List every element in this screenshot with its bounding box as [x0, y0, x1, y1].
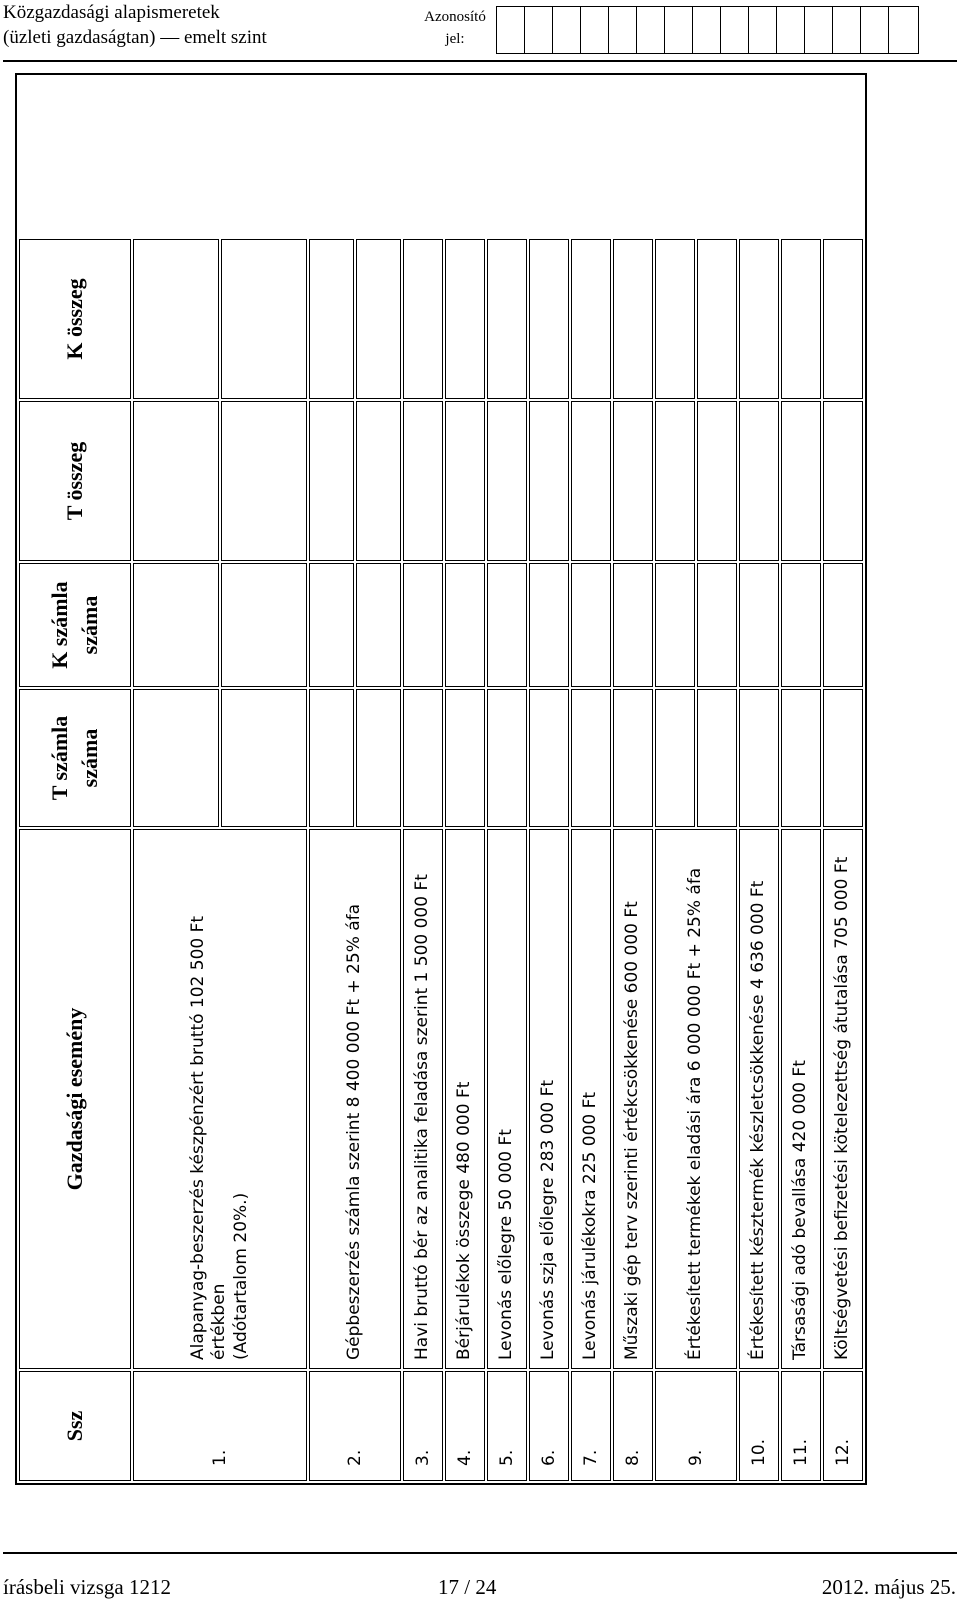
table-row	[487, 77, 527, 1481]
t-osszeg-cell[interactable]	[571, 401, 611, 561]
k-szamla-cell[interactable]	[445, 563, 485, 687]
row-event: Gépbeszerzés számla szerint 8 400 000 Ft + 25% áfa	[309, 829, 401, 1369]
k-osszeg-cell[interactable]	[445, 239, 485, 399]
k-szamla-cell[interactable]	[529, 563, 569, 687]
k-szamla-cell[interactable]	[221, 563, 307, 687]
header-k-osszeg: K összeg	[19, 239, 131, 399]
jel-text: jel:	[445, 31, 465, 47]
t-osszeg-cell[interactable]	[133, 401, 219, 561]
t-szamla-cell[interactable]	[697, 689, 737, 827]
row-number: 2.	[309, 1371, 401, 1481]
header-t-szamla-l1: T számla	[47, 715, 73, 801]
row-event-line: Alapanyag-beszerzés készpénzért bruttó 102 500 Ft értékben	[188, 915, 230, 1360]
k-szamla-cell[interactable]	[739, 563, 779, 687]
table-row	[781, 77, 821, 1481]
t-osszeg-cell[interactable]	[221, 401, 307, 561]
k-osszeg-cell[interactable]	[781, 239, 821, 399]
row-event: Levonás előlegre 50 000 Ft	[487, 829, 527, 1369]
t-szamla-cell[interactable]	[356, 689, 401, 827]
ledger-table	[15, 73, 867, 1485]
t-szamla-cell[interactable]	[781, 689, 821, 827]
t-szamla-cell[interactable]	[133, 689, 219, 827]
header-row	[19, 77, 131, 1481]
t-osszeg-cell[interactable]	[613, 401, 653, 561]
k-szamla-cell[interactable]	[309, 563, 354, 687]
title-line-1: Közgazdasági alapismeretek	[3, 2, 220, 23]
k-osszeg-cell[interactable]	[403, 239, 443, 399]
t-szamla-cell[interactable]	[445, 689, 485, 827]
header-divider	[3, 60, 957, 62]
id-cell[interactable]	[889, 7, 918, 53]
t-osszeg-cell[interactable]	[309, 401, 354, 561]
table-row	[529, 77, 569, 1481]
t-osszeg-cell[interactable]	[739, 401, 779, 561]
k-osszeg-cell[interactable]	[487, 239, 527, 399]
row-event: Értékesített késztermék készletcsökkenése 4 636 000 Ft	[739, 829, 779, 1369]
k-szamla-cell[interactable]	[823, 563, 863, 687]
k-szamla-cell[interactable]	[403, 563, 443, 687]
azonosito-label	[416, 6, 494, 50]
table-row	[613, 77, 653, 1481]
t-osszeg-cell[interactable]	[403, 401, 443, 561]
t-osszeg-cell[interactable]	[356, 401, 401, 561]
k-osszeg-cell[interactable]	[571, 239, 611, 399]
header-t-osszeg: T összeg	[19, 401, 131, 561]
row-number: 12.	[823, 1371, 863, 1481]
id-cell[interactable]	[665, 7, 693, 53]
row-number: 5.	[487, 1371, 527, 1481]
k-osszeg-cell[interactable]	[221, 239, 307, 399]
table-row	[823, 77, 863, 1481]
row-number: 10.	[739, 1371, 779, 1481]
k-osszeg-cell[interactable]	[613, 239, 653, 399]
row-number: 3.	[403, 1371, 443, 1481]
table-row	[445, 77, 485, 1481]
id-cell[interactable]	[805, 7, 833, 53]
k-szamla-cell[interactable]	[487, 563, 527, 687]
footer-page-number: 17 / 24	[438, 1575, 497, 1599]
row-event	[133, 829, 307, 1369]
t-osszeg-cell[interactable]	[445, 401, 485, 561]
k-osszeg-cell[interactable]	[133, 239, 219, 399]
table-row	[739, 77, 779, 1481]
footer-divider	[3, 1552, 957, 1554]
k-osszeg-cell[interactable]	[356, 239, 401, 399]
row-number: 9.	[655, 1371, 737, 1481]
k-szamla-cell[interactable]	[655, 563, 695, 687]
t-osszeg-cell[interactable]	[529, 401, 569, 561]
t-szamla-cell[interactable]	[571, 689, 611, 827]
t-szamla-cell[interactable]	[487, 689, 527, 827]
t-szamla-cell[interactable]	[403, 689, 443, 827]
document-title	[3, 0, 267, 50]
k-szamla-cell[interactable]	[356, 563, 401, 687]
header-k-szamla	[19, 563, 131, 687]
t-osszeg-cell[interactable]	[781, 401, 821, 561]
t-szamla-cell[interactable]	[739, 689, 779, 827]
footer-date: 2012. május 25.	[821, 1575, 956, 1599]
row-event: Költségvetési befizetési kötelezettség átutalása 705 000 Ft	[823, 829, 863, 1369]
header-t-szamla-l2: száma	[77, 728, 102, 788]
row-number: 6.	[529, 1371, 569, 1481]
table-row	[309, 77, 354, 1481]
row-event: Levonás szja előlegre 283 000 Ft	[529, 829, 569, 1369]
k-szamla-cell[interactable]	[613, 563, 653, 687]
row-event: Havi bruttó bér az analitika feladása szerint 1 500 000 Ft	[403, 829, 443, 1369]
k-osszeg-cell[interactable]	[697, 239, 737, 399]
k-szamla-cell[interactable]	[133, 563, 219, 687]
table-row	[655, 77, 695, 1481]
azonosito-text: Azonosító	[424, 9, 486, 25]
k-szamla-cell[interactable]	[781, 563, 821, 687]
row-event: Műszaki gép terv szerinti értékcsökkenése 600 000 Ft	[613, 829, 653, 1369]
id-cell[interactable]	[749, 7, 777, 53]
row-event: Értékesített termékek eladási ára 6 000 000 Ft + 25% áfa	[655, 829, 737, 1369]
row-number: 1.	[133, 1371, 307, 1481]
t-szamla-cell[interactable]	[655, 689, 695, 827]
id-cell[interactable]	[609, 7, 637, 53]
table-row	[133, 77, 219, 1481]
t-szamla-cell[interactable]	[221, 689, 307, 827]
id-cell[interactable]	[693, 7, 721, 53]
k-osszeg-cell[interactable]	[739, 239, 779, 399]
row-event: Bérjárulékok összege 480 000 Ft	[445, 829, 485, 1369]
footer-exam-code: írásbeli vizsga 1212	[3, 1575, 171, 1599]
t-szamla-cell[interactable]	[309, 689, 354, 827]
k-osszeg-cell[interactable]	[655, 239, 695, 399]
rotated-table-holder	[15, 75, 853, 1485]
id-cell[interactable]	[497, 7, 525, 53]
id-cell[interactable]	[833, 7, 861, 53]
t-osszeg-cell[interactable]	[823, 401, 863, 561]
t-osszeg-cell[interactable]	[697, 401, 737, 561]
row-event: Levonás járulékokra 225 000 Ft	[571, 829, 611, 1369]
k-osszeg-cell[interactable]	[823, 239, 863, 399]
row-event-line: (Adótartalom 20%.)	[230, 1192, 251, 1360]
row-number: 7.	[571, 1371, 611, 1481]
t-osszeg-cell[interactable]	[655, 401, 695, 561]
k-osszeg-cell[interactable]	[529, 239, 569, 399]
header-event: Gazdasági esemény	[19, 829, 131, 1369]
header-k-szamla-l2: száma	[77, 595, 102, 655]
id-box[interactable]	[496, 6, 919, 54]
row-number: 8.	[613, 1371, 653, 1481]
row-event: Társasági adó bevallása 420 000 Ft	[781, 829, 821, 1369]
table-row	[571, 77, 611, 1481]
id-cell[interactable]	[777, 7, 805, 53]
t-szamla-cell[interactable]	[613, 689, 653, 827]
id-cell[interactable]	[721, 7, 749, 53]
header-t-szamla	[19, 689, 131, 827]
row-number: 4.	[445, 1371, 485, 1481]
row-number: 11.	[781, 1371, 821, 1481]
id-cell[interactable]	[581, 7, 609, 53]
k-szamla-cell[interactable]	[571, 563, 611, 687]
id-cell[interactable]	[861, 7, 889, 53]
k-osszeg-cell[interactable]	[309, 239, 354, 399]
id-cell[interactable]	[637, 7, 665, 53]
t-szamla-cell[interactable]	[529, 689, 569, 827]
k-szamla-cell[interactable]	[697, 563, 737, 687]
id-cell[interactable]	[553, 7, 581, 53]
t-osszeg-cell[interactable]	[487, 401, 527, 561]
header-k-szamla-l1: K számla	[47, 581, 73, 669]
title-line-2: (üzleti gazdaságtan) — emelt szint	[3, 27, 267, 48]
t-szamla-cell[interactable]	[823, 689, 863, 827]
header-ssz: Ssz	[19, 1371, 131, 1481]
id-cell[interactable]	[525, 7, 553, 53]
table-row	[403, 77, 443, 1481]
